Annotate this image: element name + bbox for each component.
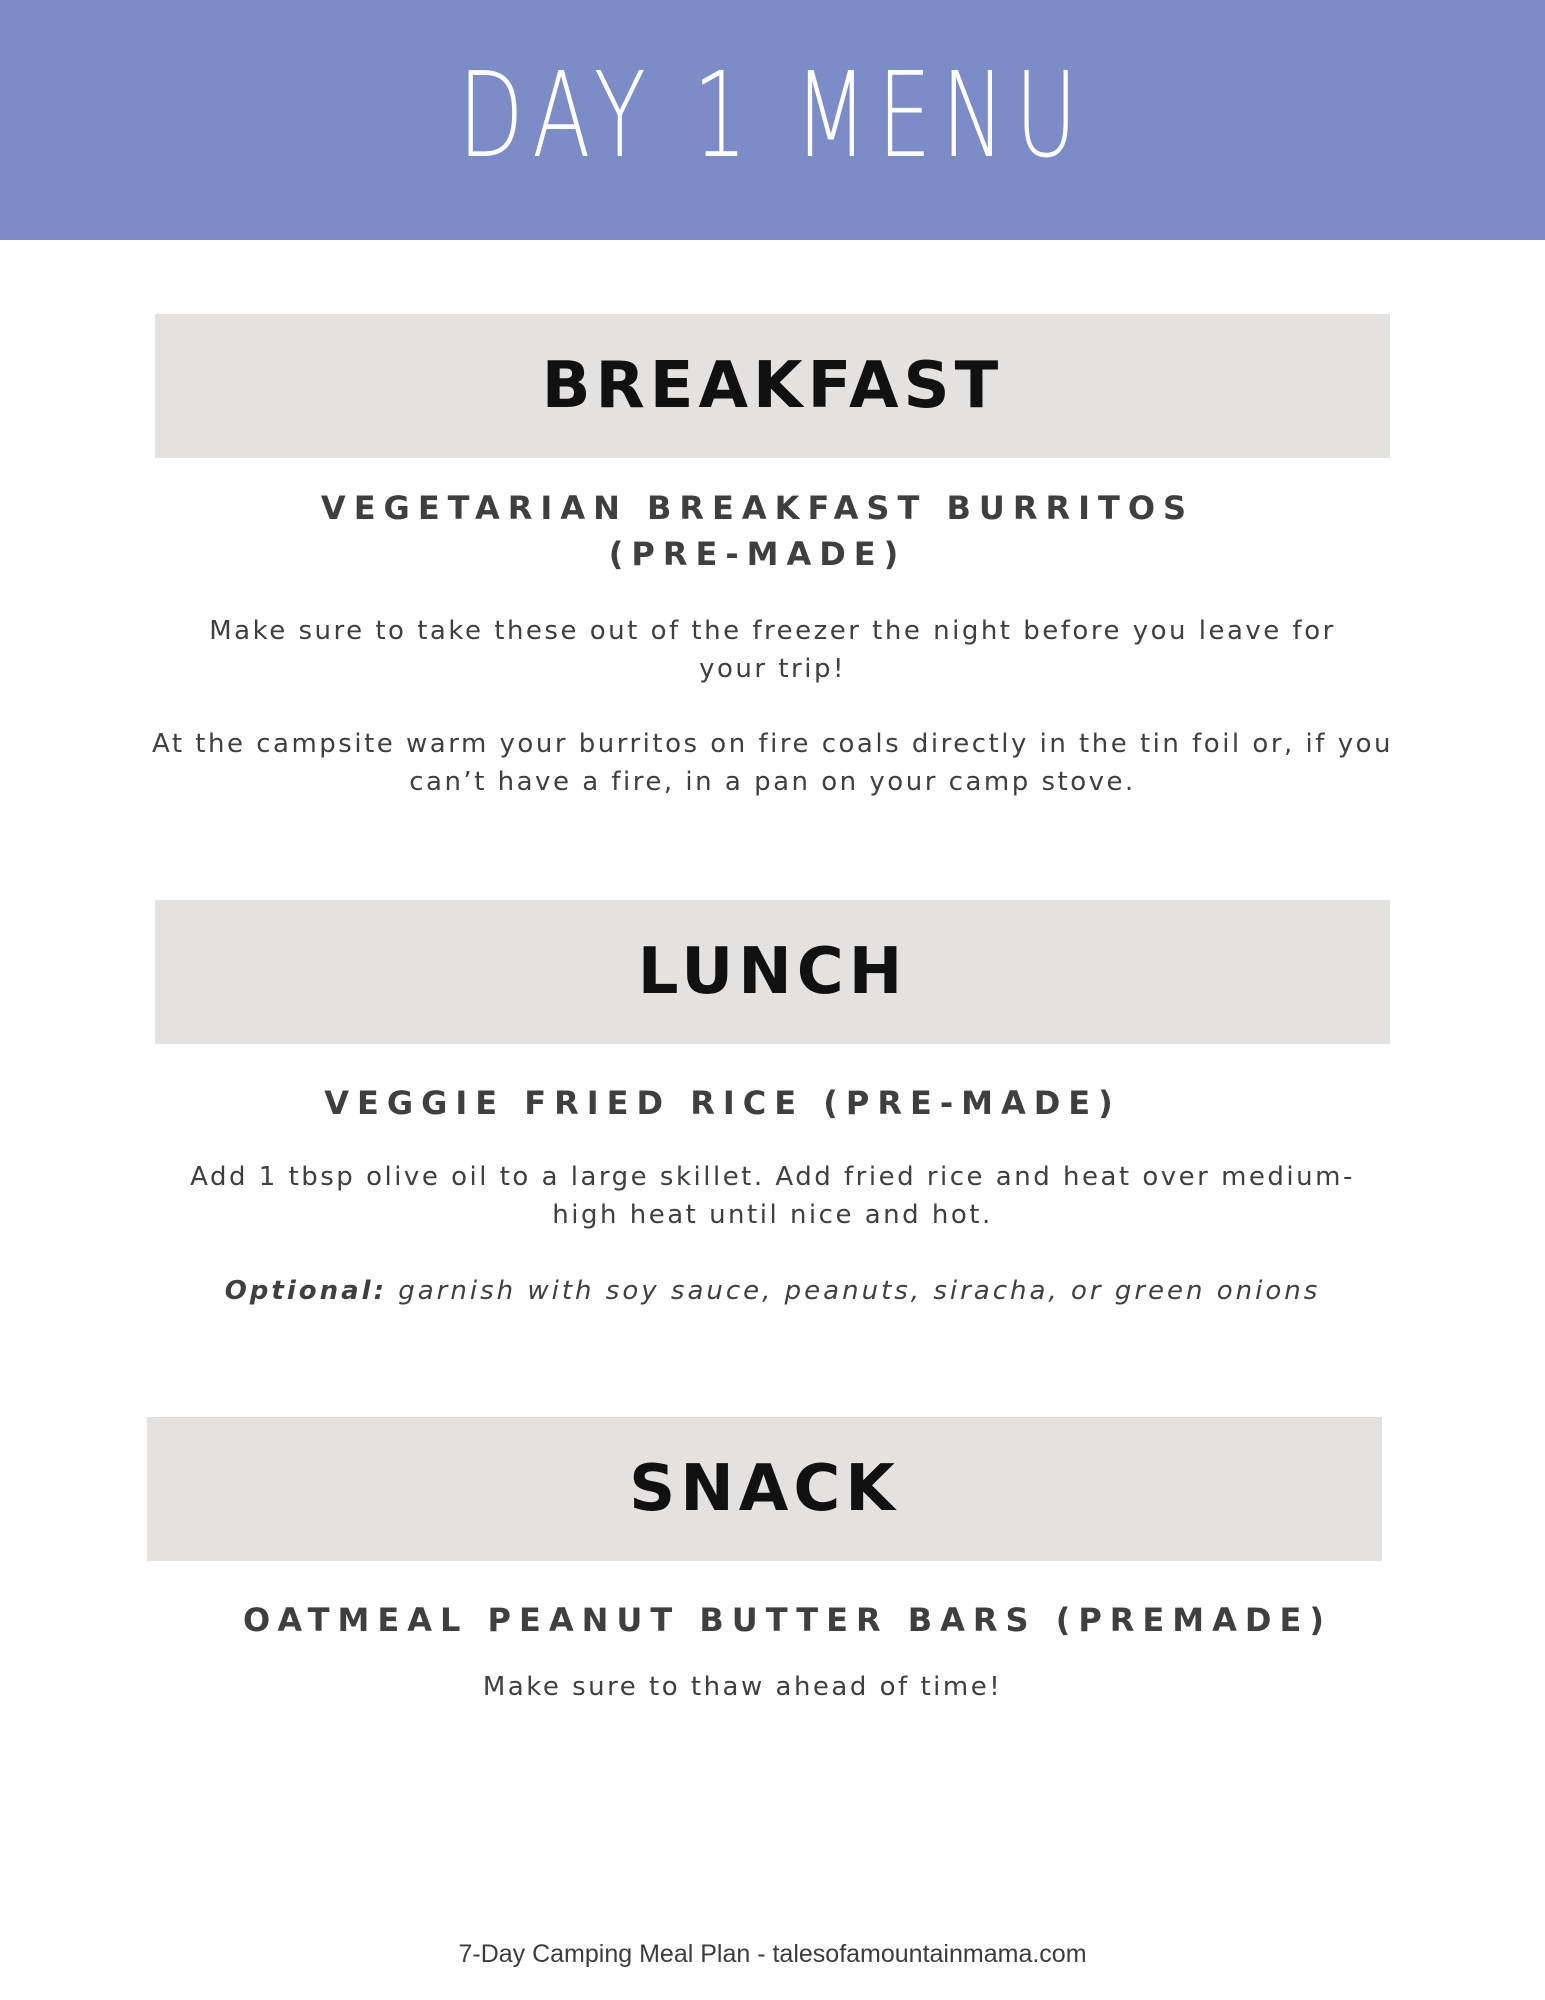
- breakfast-heading: BREAKFAST: [541, 349, 1004, 423]
- snack-heading: SNACK: [629, 1452, 900, 1526]
- breakfast-item-title-line1: VEGETARIAN BREAKFAST BURRITOS: [320, 489, 1195, 527]
- snack-item-title: OATMEAL PEANUT BUTTER BARS (PREMADE): [243, 1601, 1332, 1639]
- breakfast-item-title: [0, 485, 1545, 577]
- lunch-heading: LUNCH: [637, 935, 908, 1009]
- breakfast-item-title-line2: (PRE-MADE): [608, 535, 907, 573]
- breakfast-banner: [155, 314, 1390, 458]
- footer-credit: 7-Day Camping Meal Plan - talesofamountainmama.com: [458, 1940, 1087, 1968]
- page-title: DAY 1 MENU: [458, 46, 1087, 184]
- breakfast-instructions-1: Make sure to take these out of the freezer the night before you leave for your trip!: [209, 616, 1336, 684]
- optional-label: Optional:: [224, 1276, 387, 1306]
- header-band: [0, 0, 1545, 240]
- lunch-item-title: VEGGIE FRIED RICE (PRE-MADE): [324, 1084, 1121, 1122]
- lunch-optional-note: [150, 1272, 1395, 1310]
- lunch-banner: [155, 900, 1390, 1044]
- breakfast-instructions-2: At the campsite warm your burritos on fire coals directly in the tin foil or, if you can’t have a fire, in a pan on your camp stove.: [152, 729, 1393, 797]
- snack-banner: [147, 1417, 1382, 1561]
- lunch-instructions: Add 1 tbsp olive oil to a large skillet. Add fried rice and heat over medium-high heat until nice and hot.: [190, 1162, 1355, 1230]
- optional-text: garnish with soy sauce, peanuts, siracha, or green onions: [386, 1276, 1321, 1306]
- snack-instructions: Make sure to thaw ahead of time!: [482, 1672, 1003, 1702]
